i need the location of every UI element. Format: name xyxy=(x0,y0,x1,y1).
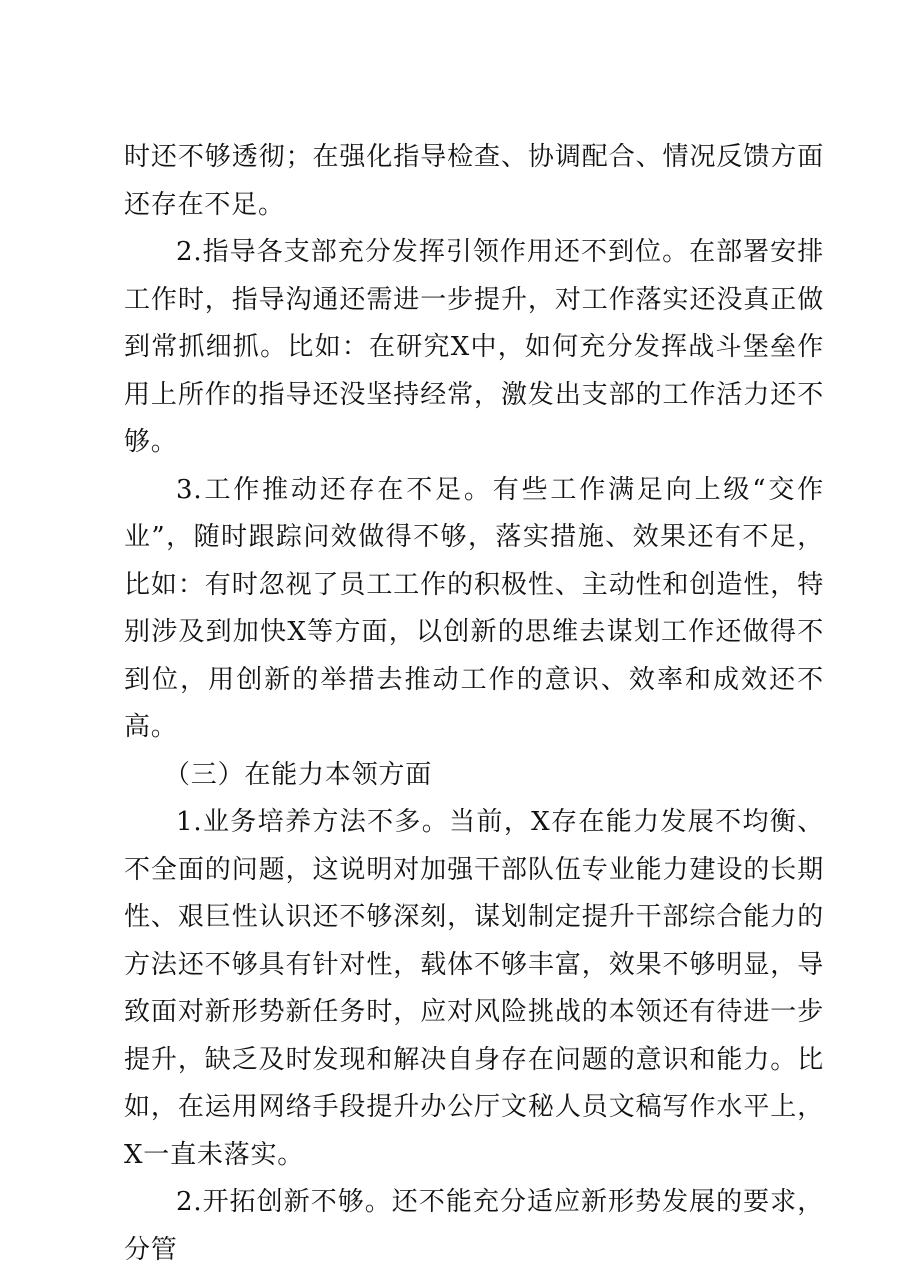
paragraph-ability-1: 1.业务培养方法不多。当前，X存在能力发展不均衡、不全面的问题，这说明对加强干部队伍专业能力建设的长期性、艰巨性认识还不够深刻，谋划制定提升干部综合能力的方法还不够具有针对性，载体不够丰富，效果不够明显，导致面对新形势新任务时，应对风险挑战的本领还有待进一步提升，缺乏及时发现和解决自身存在问题的意识和能力。比如，在运用网络手段提升办公厅文秘人员文稿写作水平上，X一直未落实。 xyxy=(124,807,824,1170)
paragraph-ability-2: 2.开拓创新不够。还不能充分适应新形势发展的要求，分管 xyxy=(124,1187,824,1265)
paragraph-item-3: 3.工作推动还存在不足。有些工作满足向上级“交作业”，随时跟踪问效做得不够，落实措施、效果还有不足，比如：有时忽视了员工工作的积极性、主动性和创造性，特别涉及到加快X等方面，以创新的思维去谋划工作还做得不到位，用创新的举措去推动工作的意识、效率和成效还不高。 xyxy=(124,474,824,742)
paragraph-intro-continued: 时还不够透彻；在强化指导检查、协调配合、情况反馈方面还存在不足。 xyxy=(124,142,824,220)
paragraph-item-2: 2.指导各支部充分发挥引领作用还不到位。在部署安排工作时，指导沟通还需进一步提升，对工作落实还没真正做到常抓细抓。比如：在研究X中，如何充分发挥战斗堡垒作用上所作的指导还没坚持经常，激发出支部的工作活力还不够。 xyxy=(124,237,824,457)
document-body xyxy=(124,134,824,1274)
section-heading-ability: （三）在能力本领方面 xyxy=(164,759,433,790)
